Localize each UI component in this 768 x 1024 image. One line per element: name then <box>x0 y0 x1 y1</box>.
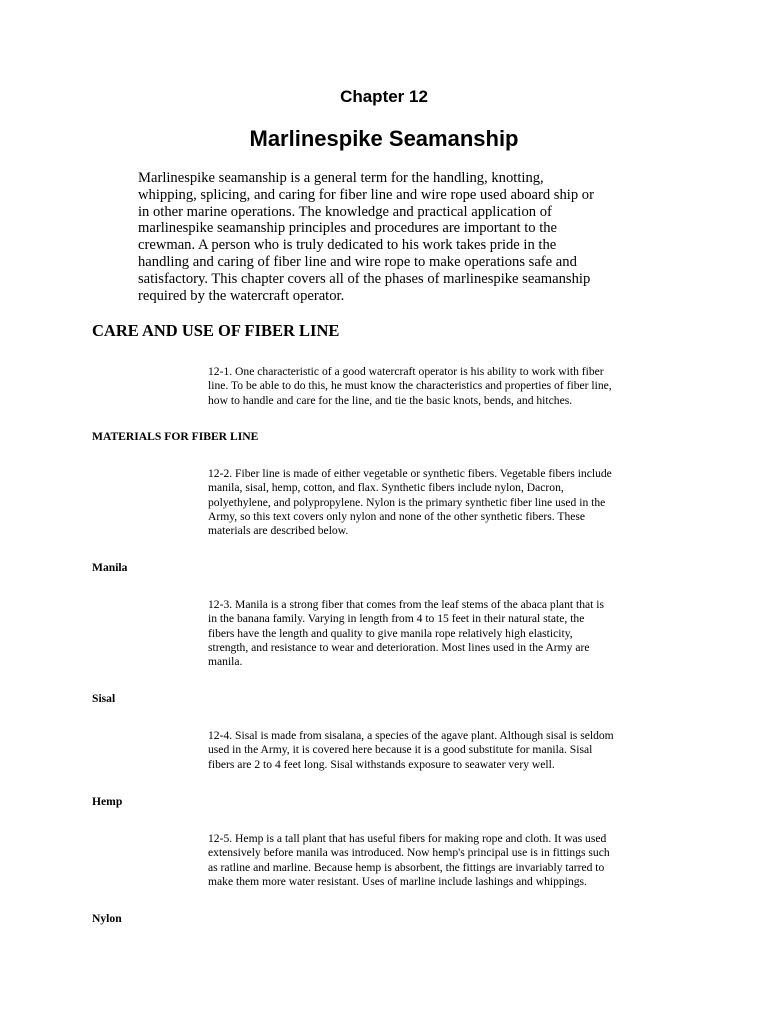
paragraph-line: 12-1. One characteristic of a good watercraft operator is his ability to work with fiber <box>208 365 604 378</box>
intro-line: Marlinespike seamanship is a general term for the handling, knotting, <box>138 170 544 186</box>
intro-line: crewman. A person who is truly dedicated to his work takes pride in the <box>138 237 557 254</box>
paragraph-line: Army, so this text covers only nylon and none of the other synthetic fibers. These <box>208 509 586 523</box>
paragraph-line: manila, sisal, hemp, cotton, and flax. Synthetic fibers include nylon, Dacron, <box>208 481 564 495</box>
chapter-title: Marlinespike Seamanship <box>249 126 519 151</box>
paragraph-line: in the banana family. Varying in length from 4 to 15 feet in their natural state, the <box>208 612 585 626</box>
paragraph-line: make them more water resistant. Uses of marline include lashings and whippings. <box>208 874 587 888</box>
intro-line: required by the watercraft operator. <box>138 287 345 304</box>
paragraph-line: line. To be able to do this, he must know the characteristics and properties of fiber line, <box>208 379 612 393</box>
paragraph-line: polyethylene, and polypropylene. Nylon is the primary synthetic fiber line used in the <box>208 495 606 509</box>
paragraph-line: as ratline and marline. Because hemp is absorbent, the fittings are invariably tarred to <box>208 860 605 874</box>
hemp-heading: Hemp <box>92 795 123 808</box>
paragraph-12-2 <box>208 467 668 538</box>
materials-heading: MATERIALS FOR FIBER LINE <box>92 430 259 443</box>
paragraph-line: 12-2. Fiber line is made of either vegetable or synthetic fibers. Vegetable fibers include <box>208 467 612 480</box>
paragraph-line: used in the Army, it is covered here because it is a good substitute for manila. Sisal <box>208 743 593 757</box>
intro-line: satisfactory. This chapter covers all of the phases of marlinespike seamanship <box>138 270 591 287</box>
paragraph-12-5 <box>208 832 668 889</box>
sisal-heading: Sisal <box>92 692 116 705</box>
chapter-label: Chapter 12 <box>340 87 428 106</box>
paragraph-line: fibers have the length and quality to give manila rope relatively high elasticity, <box>208 626 573 640</box>
manila-heading: Manila <box>92 561 128 574</box>
paragraph-line: 12-4. Sisal is made from sisalana, a species of the agave plant. Although sisal is seldom <box>208 729 614 742</box>
paragraph-line: extensively before manila was introduced. Now hemp's principal use is in fittings such <box>208 846 610 860</box>
paragraph-line: 12-3. Manila is a strong fiber that comes from the leaf stems of the abaca plant that is <box>208 598 604 611</box>
intro-line: in other marine operations. The knowledge and practical application of <box>138 203 552 220</box>
intro-paragraph <box>138 170 638 304</box>
paragraph-line: strength, and resistance to wear and deterioration. Most lines used in the Army are <box>208 640 590 654</box>
nylon-heading: Nylon <box>92 912 122 925</box>
paragraph-line: fibers are 2 to 4 feet long. Sisal withstands exposure to seawater very well. <box>208 757 555 771</box>
intro-line: marlinespike seamanship principles and procedures are important to the <box>138 220 558 237</box>
paragraph-line: how to handle and care for the line, and tie the basic knots, bends, and hitches. <box>208 393 573 407</box>
section-heading: CARE AND USE OF FIBER LINE <box>92 321 340 340</box>
paragraph-line: materials are described below. <box>208 524 349 538</box>
paragraph-line: manila. <box>208 655 243 669</box>
paragraph-12-3 <box>208 598 668 669</box>
intro-line: handling and caring of fiber line and wire rope to make operations safe and <box>138 253 577 270</box>
paragraph-12-1 <box>208 365 668 408</box>
paragraph-12-4 <box>208 729 668 772</box>
paragraph-line: 12-5. Hemp is a tall plant that has useful fibers for making rope and cloth. It was used <box>208 832 607 845</box>
intro-line: whipping, splicing, and caring for fiber line and wire rope used aboard ship or <box>138 186 594 203</box>
